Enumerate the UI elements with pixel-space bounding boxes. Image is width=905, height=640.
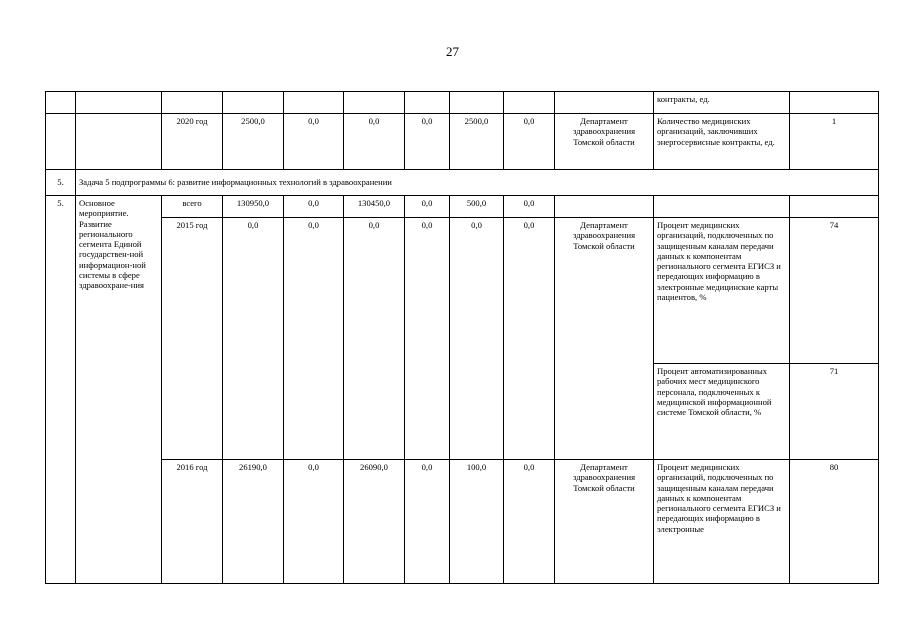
cell-value: 0,0: [504, 114, 555, 170]
cell-activity-name: Основное мероприятие. Развитие регионального сегмента Единой государствен-ной информацион-ной системы в сфере здравоохране-ния: [76, 196, 162, 584]
cell-value: 130450,0: [344, 196, 405, 218]
cell-num: [46, 92, 76, 114]
cell-value: 26190,0: [223, 460, 284, 584]
cell-value: 2500,0: [223, 114, 284, 170]
task-title: Задача 5 подпрограммы 6: развитие информационных технологий в здравоохранении: [76, 170, 879, 196]
cell-target: 71: [790, 364, 879, 460]
cell-department: Департамент здравоохранения Томской области: [555, 460, 654, 584]
cell-target: 74: [790, 218, 879, 364]
cell-indicator: Процент медицинских организаций, подключенных по защищенным каналам передачи данных к компонентам регионального сегмента ЕГИСЗ и передающих информацию в электронные: [654, 460, 790, 584]
task-row: [46, 170, 879, 196]
cell-value: 500,0: [450, 196, 504, 218]
cell-value: 2500,0: [450, 114, 504, 170]
cell-value: 0,0: [504, 196, 555, 218]
cell-year: всего: [162, 196, 223, 218]
cell-activity: [76, 92, 162, 114]
cell-indicator: контракты, ед.: [654, 92, 790, 114]
cell-value: 0,0: [405, 114, 450, 170]
table-row: [46, 460, 879, 584]
cell-year: 2015 год: [162, 218, 223, 460]
table-row: [46, 114, 879, 170]
cell-value: 0,0: [405, 196, 450, 218]
cell-value: 0,0: [405, 460, 450, 584]
program-table: [45, 91, 879, 584]
cell-year: 2016 год: [162, 460, 223, 584]
cell-department: Департамент здравоохранения Томской области: [555, 218, 654, 460]
cell-value: 0,0: [450, 218, 504, 460]
cell-value: 100,0: [450, 460, 504, 584]
cell-value: 0,0: [504, 218, 555, 460]
page-number: 27: [446, 44, 459, 59]
cell-indicator: Процент автоматизированных рабочих мест медицинского персонала, подключенных к медицинской информационной системе Томской области, %: [654, 364, 790, 460]
table-row: [46, 196, 879, 218]
cell-value: 0,0: [284, 218, 344, 460]
cell-value: 0,0: [344, 114, 405, 170]
cell-num: 5.: [46, 170, 76, 196]
cell-value: 0,0: [223, 218, 284, 460]
cell-year: 2020 год: [162, 114, 223, 170]
cell-indicator: Количество медицинских организаций, заключивших энергосервисные контракты, ед.: [654, 114, 790, 170]
table-row: [46, 218, 879, 364]
cell-value: 130950,0: [223, 196, 284, 218]
cell-value: 0,0: [284, 114, 344, 170]
table-row: [46, 92, 879, 114]
cell-indicator: Процент медицинских организаций, подключенных по защищенным каналам передачи данных к компонентам регионального сегмента ЕГИСЗ и передающих информацию в электронные медицинские карты пациентов, %: [654, 218, 790, 364]
cell-value: 0,0: [405, 218, 450, 460]
cell-value: 26090,0: [344, 460, 405, 584]
cell-target: 80: [790, 460, 879, 584]
cell-value: 0,0: [284, 196, 344, 218]
cell-value: 0,0: [504, 460, 555, 584]
cell-value: 0,0: [344, 218, 405, 460]
cell-num: 5.: [46, 196, 76, 584]
cell-target: 1: [790, 114, 879, 170]
cell-department: Департамент здравоохранения Томской области: [555, 114, 654, 170]
cell-value: 0,0: [284, 460, 344, 584]
